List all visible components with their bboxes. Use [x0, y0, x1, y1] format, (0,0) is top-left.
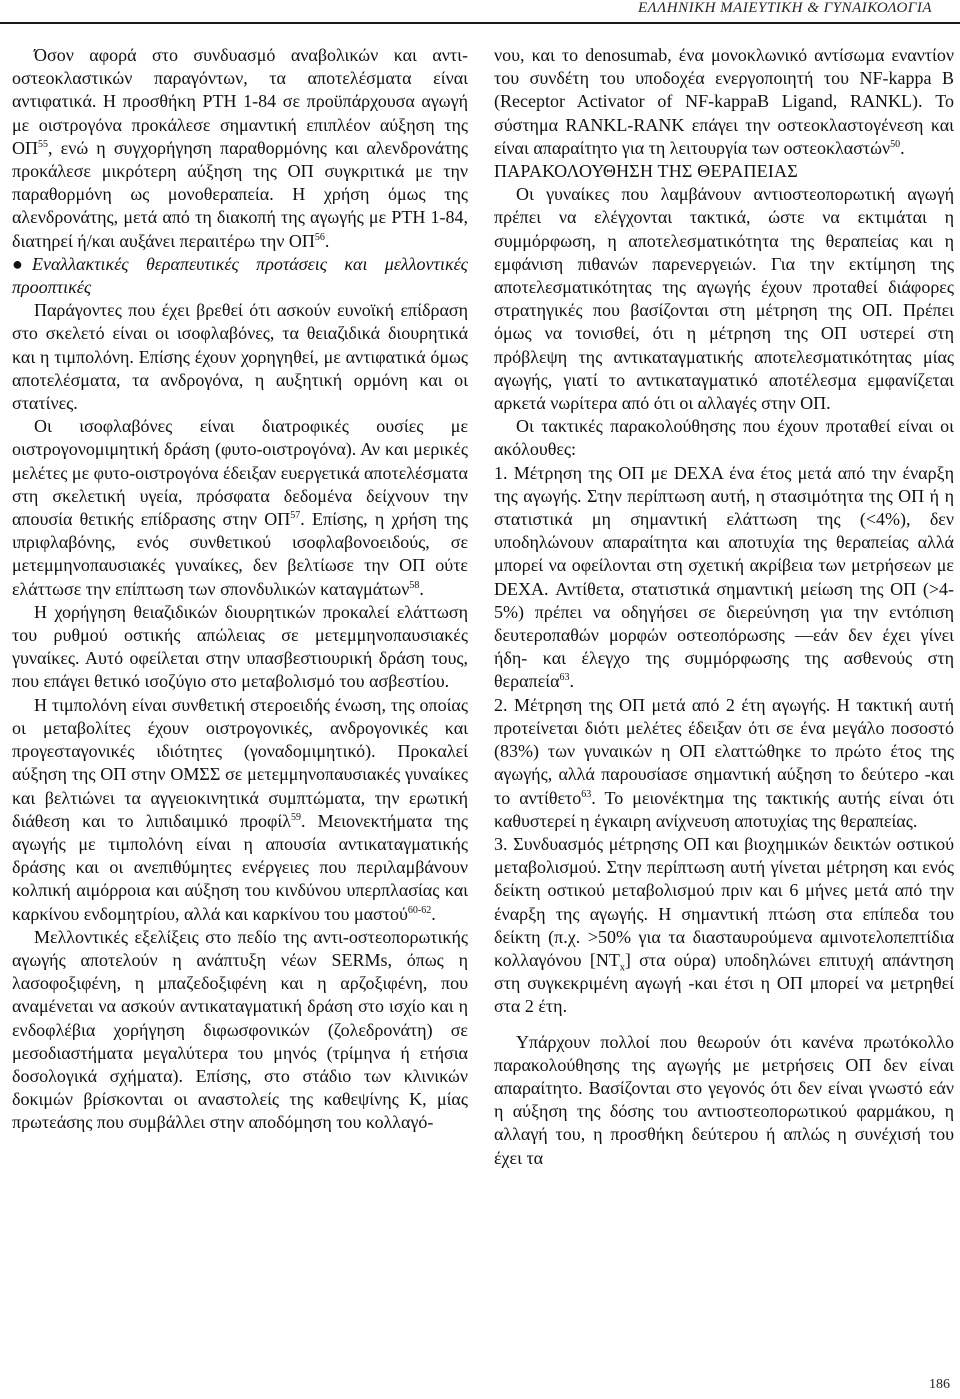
citation: 63	[581, 788, 592, 800]
left-paragraph-6: Μελλοντικές εξελίξεις στο πεδίο της αντι-οστεοπορωτικής αγωγής αποτελούν η ανάπτυξη νέων SERMs, όπως η λασοφοξιφένη, η μπαζεδοξιφένη και η αρζοξιφένη, που αναμένεται να ασκούν αντικαταγματική δράση στο ισχίο και η ενδοφλέβια χορήγηση διφωσφονικών (ζολεδρονάτη) σε μεσοδιαστήματα μεγαλύτερα του μηνός (τρίμηνα ή ετήσια δοσολογικά σχήματα). Επίσης, στο στάδιο των κλινικών δοκιμών βρίσκονται οι αναστολείς της καθεψίνης Κ, μίας πρωτεάσης που συμβάλλει στην αποδόμηση του κολλαγό-	[12, 926, 468, 1133]
subscript: x	[619, 962, 625, 974]
citation: 57	[290, 510, 301, 522]
right-paragraph-3: Οι τακτικές παρακολούθησης που έχουν προταθεί είναι οι ακόλουθες:	[494, 416, 954, 460]
bullet-heading: ● Εναλλακτικές θεραπευτικές προτάσεις και μελλοντικές προοπτικές	[12, 253, 468, 298]
header-rule	[0, 22, 960, 24]
citation: 59	[291, 811, 301, 823]
journal-header: ΕΛΛΗΝΙΚΗ ΜΑΙΕΥΤΙΚΗ & ΓΥΝΑΙΚΟΛΟΓΙΑ	[637, 0, 932, 16]
bullet-icon: ●	[12, 253, 23, 274]
list-item-3: 3. Συνδυασμός μέτρησης ΟΠ και βιοχημικών δεικτών οστικού μεταβολισμού. Στην περίπτωση αυτή γίνεται μέτρηση και ενός δείκτη οστικού μεταβολισμού πριν και 6 μήνες μετά από την έναρξη της αγωγής. Η σημαντική πτώση στα επίπεδα του δείκτη (π.χ. >50% για τα διασταυρούμενα αμινοτελοπεπτίδια κολλαγόνου $[NT_x]$ στα ούρα) υποδηλώνει επιτυχή απάντηση στη συγκεκριμένη αγωγή -και έτσι η ΟΠ μπορεί να μετρηθεί στα 2 έτη.	[494, 833, 955, 1017]
right-column	[494, 44, 954, 1170]
right-paragraph-1: νου, και το denosumab, ένα μονοκλωνικό αντίσωμα εναντίον του συνδέτη του υποδοχέα ενεργοποιητή του NF-kappa B (Receptor Activator of NF-kappaB Ligand, RANKL). Το σύστημα RANKL-RANK επάγει την οστεοκλαστογένεση και είναι απαραίτητο για τη λειτουργία των οστεοκλαστών$^{50}$.	[494, 45, 954, 158]
right-paragraph-2: Οι γυναίκες που λαμβάνουν αντιοστεοπορωτική αγωγή πρέπει να ελέγχονται τακτικά, ώστε να εκτιμάται η συμμόρφωση, η αποτελεσματικότητα της θεραπείας και η εμφάνιση πιθανών παρενεργειών. Για την εκτίμηση της αποτελεσματικότητας της αγωγής έχουν προταθεί διάφορες στρατηγικές που βασίζονται στη μέτρηση της ΟΠ. Πρέπει όμως να τονισθεί, ότι η μέτρηση της ΟΠ υστερεί στη πρόβλεψη της αντικαταγματικής αποτελεσματικότητας μίας αγωγής, γιατί το αντικαταγματικό αποτέλεσμα εμφανίζεται αρκετά νωρίτερα από ότι οι αλλαγές στην ΟΠ.	[494, 184, 954, 414]
list-item-2: 2. Μέτρηση της ΟΠ μετά από 2 έτη αγωγής. Η τακτική αυτή προτείνεται διότι μελέτες έδειξαν ότι σε ένα μεγάλο ποσοστό (83%) των γυναικών η ΟΠ ελαττώθηκε το πρώτο έτος της αγωγής, αλλά παρουσίασε σημαντική αύξηση το δεύτερο -και το αντίθετο$^{63}$. Το μειονέκτημα της τακτικής αυτής είναι ότι καθυστερεί η έγκαιρη ανίχνευση αποτυχίας της θεραπείας.	[494, 694, 954, 831]
citation: 63	[559, 672, 570, 684]
left-paragraph-4: Η χορήγηση θειαζιδικών διουρητικών προκαλεί ελάττωση του ρυθμού οστικής απώλειας σε μετεμμηνοπαυσιακές γυναίκες. Αυτό οφείλεται στην υπασβεστιουρική δράση τους, που επάγει θετικό ισοζύγιο στο μεταβολισμό του ασβεστίου.	[12, 601, 468, 692]
citation: 60-62	[407, 904, 432, 916]
page-number: 186	[929, 1377, 950, 1392]
left-column	[12, 44, 468, 1135]
left-paragraph-1: Όσον αφορά στο συνδυασμό αναβολικών και αντι-οστεοκλαστικών παραγόντων, τα αποτελέσματα είναι αντιφατικά. Η προσθήκη PTH 1-84 σε προϋπάρχουσα αγωγή με οιστρογόνα προκάλεσε σημαντική επιπλέον αύξηση της ΟΠ$^{55}$, ενώ η συγχορήγηση παραθορμόνης και αλενδρονάτης προκάλεσε μικρότερη αύξηση της ΟΠ συγκριτικά με την παραθορμόνη ως μονοθεραπεία. Η χρήση όμως της αλενδρονάτης, μετά από τη διακοπή της αγωγής με PTH 1-84, διατηρεί ή/και αυξάνει περαιτέρω την ΟΠ$^{56}$.	[12, 45, 468, 251]
left-paragraph-5: Η τιμπολόνη είναι συνθετική στεροειδής ένωση, της οποίας οι μεταβολίτες έχουν οιστρογονικές, ανδρογονικές και προγεσταγονικές ιδιότητες (γοναδομιμητικό). Προκαλεί αύξηση της ΟΠ στην ΟΜΣΣ σε μετεμμηνοπαυσιακές γυναίκες και βελτιώνει τα αγγειοκινητικά συμπτώματα, την ερωτική διάθεση και το λιπιδαιμικό προφίλ$^{59}$. Μειονεκτήματα της αγωγής με τιμπολόνη είναι η απουσία αντικαταγματικής δράσης και οι ανεπιθύμητες ενέργειες που περιλαμβάνουν κολπική αιμόρροια και αύξηση του κινδύνου υπερπλασίας και καρκίνου ενδομητρίου, αλλά και καρκίνου του μαστού$^{60-62}$.	[12, 694, 468, 924]
citation: 58	[409, 579, 420, 591]
right-paragraph-4: Υπάρχουν πολλοί που θεωρούν ότι κανένα πρωτόκολλο παρακολούθησης της αγωγής με μετρήσεις ΟΠ δεν είναι απαραίτητο. Βασίζονται στο γεγονός ότι δεν είναι γνωστό εάν η αύξηση της δόσης του αντιοστεοπορωτικού φαρμάκου, η αλλαγή του, η προσθήκη δεύτερου ή απλώς η συνέχισή του έχει τα	[494, 1031, 954, 1168]
citation: 56	[314, 231, 325, 243]
citation: 50	[890, 138, 901, 150]
section-title: ΠΑΡΑΚΟΛΟΥΘΗΣΗ ΤΗΣ ΘΕΡΑΠΕΙΑΣ	[494, 161, 798, 182]
list-item-1: 1. Μέτρηση της ΟΠ με DEXA ένα έτος μετά από την έναρξη της αγωγής. Στην περίπτωση αυτή, η στασιμότητα της ΟΠ ή η στατιστικά μη σημαντική ελάττωση της (<4%), δεν υποδηλώνουν απαραίτητα και αποτυχία της θεραπείας αλλά μπορεί να οφείλονται στη σχετική ακρίβεια των μετρήσεων με DEXA. Αντίθετα, στατιστικά σημαντική μείωση της ΟΠ (>4-5%) πρέπει να οδηγήσει σε διερεύνηση για την εντόπιση δευτεροπαθών μορφών οστεοπόρωσης —εάν δεν έχει γίνει ήδη- και έλεγχο της συμμόρφωσης της ασθενούς στη θεραπεία$^{63}$.	[494, 462, 954, 692]
citation: 55	[38, 138, 48, 150]
left-paragraph-2: Παράγοντες που έχει βρεθεί ότι ασκούν ευνοϊκή επίδραση στο σκελετό είναι οι ισοφλαβόνες, τα θειαζιδικά διουρητικά και η τιμπολόνη. Επίσης έχουν χορηγηθεί, με αντιφατικά όμως αποτελέσματα, τα ανδρογόνα, η αυξητική ορμόνη και οι στατίνες.	[12, 300, 468, 414]
left-paragraph-3: Οι ισοφλαβόνες είναι διατροφικές ουσίες με οιστρογονομιμητική δράση (φυτο-οιστρογόνα). Αν και μερικές μελέτες με φυτο-οιστρογόνα έδειξαν ευεργετικά αποτελέσματα στη σκελετική υγεία, πρόσφατα δεδομένα δείχνουν την απουσία θετικής επίδρασης στην ΟΠ$^{57}$. Επίσης, η χρήση της ιπριφλαβόνης, ενός συνθετικού ισοφλαβονοειδούς, σε μετεμμηνοπαυσιακές γυναίκες, δεν βελτίωσε την ΟΠ ούτε ελάττωσε την επίπτωση των σπονδυλικών καταγμάτων$^{58}$.	[12, 416, 468, 599]
